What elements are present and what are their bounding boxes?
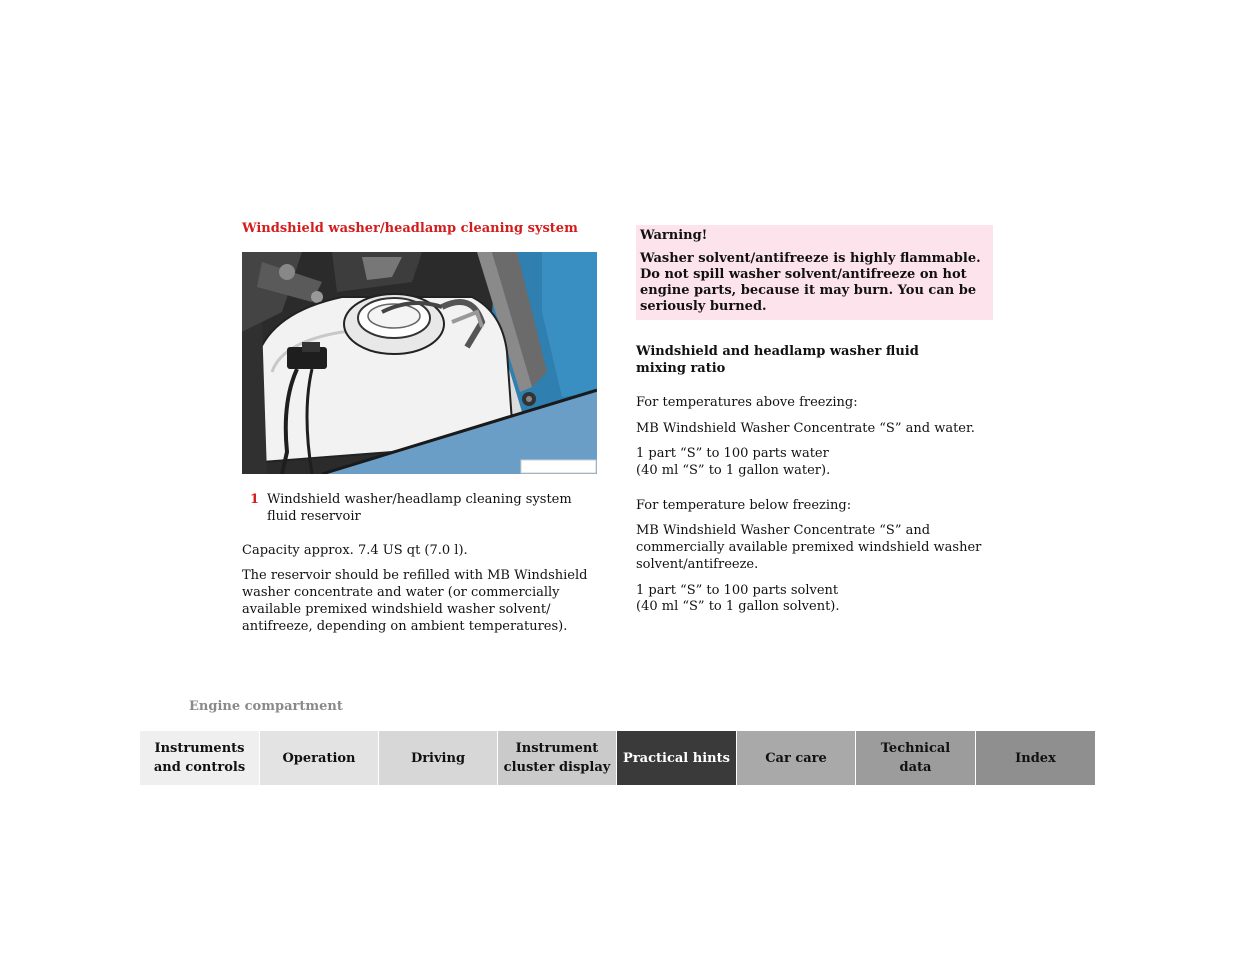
tab-label: Index xyxy=(1015,750,1056,766)
mixing-ratio-heading: Windshield and headlamp washer fluid mixing ratio xyxy=(636,344,919,376)
tab-label-line2: data xyxy=(899,760,932,775)
tab-label: Car care xyxy=(765,750,827,766)
above-freezing-mix: MB Windshield Washer Concentrate “S” and water. xyxy=(636,421,975,436)
tab-label-line1: Instrument xyxy=(515,741,599,756)
above-freezing-label: For temperatures above freezing: xyxy=(636,395,858,410)
tab-index[interactable] xyxy=(976,731,1095,785)
tab-operation[interactable] xyxy=(260,731,379,785)
tab-label-line1: Technical xyxy=(880,741,951,756)
section-title: Windshield washer/headlamp cleaning system xyxy=(242,221,578,236)
tab-driving[interactable] xyxy=(379,731,498,785)
below-freezing-mix: MB Windshield Washer Concentrate “S” and commercially available premixed windshield washer solvent/antifreeze. xyxy=(636,523,982,572)
tab-label: Driving xyxy=(410,750,466,766)
warning-box xyxy=(636,225,993,320)
caption-text: Windshield washer/headlamp cleaning system fluid reservoir xyxy=(267,492,572,524)
tab-technical-data[interactable] xyxy=(856,731,976,785)
chapter-nav xyxy=(140,731,1095,785)
above-ratio-line2: (40 ml “S” to 1 gallon water). xyxy=(636,463,831,478)
tab-label: Operation xyxy=(282,750,356,766)
below-ratio-line2: (40 ml “S” to 1 gallon solvent). xyxy=(636,599,840,614)
tab-instrument-cluster-display[interactable] xyxy=(498,731,617,785)
tab-label-line1: Instruments xyxy=(154,741,245,756)
tab-practical-hints[interactable] xyxy=(617,731,737,785)
capacity-text: Capacity approx. 7.4 US qt (7.0 l). xyxy=(242,543,468,558)
below-ratio-line1: 1 part “S” to 100 parts solvent xyxy=(636,583,839,598)
warning-title: Warning! xyxy=(640,228,708,243)
tab-label-line2: cluster display xyxy=(503,760,611,775)
caption-number: 1 xyxy=(250,492,260,507)
tab-label: Practical hints xyxy=(623,750,730,766)
tab-car-care[interactable] xyxy=(737,731,856,785)
warning-text: Washer solvent/antifreeze is highly flammable. Do not spill washer solvent/antifreeze on hot engine parts, because it may burn. You can be seriously burned. xyxy=(640,251,981,314)
page-section-label: Engine compartment xyxy=(189,699,343,714)
tab-instruments-and-controls[interactable] xyxy=(140,731,260,785)
above-ratio-line1: 1 part “S” to 100 parts water xyxy=(636,446,829,461)
reservoir-illustration xyxy=(242,252,597,474)
tab-label-line2: and controls xyxy=(153,760,246,775)
refill-text: The reservoir should be refilled with MB Windshield washer concentrate and water (or commercially available premixed windshield washer solvent/ antifreeze, depending on ambient temperatures). xyxy=(242,568,588,634)
figure-caption xyxy=(250,491,610,525)
below-freezing-label: For temperature below freezing: xyxy=(636,498,852,513)
